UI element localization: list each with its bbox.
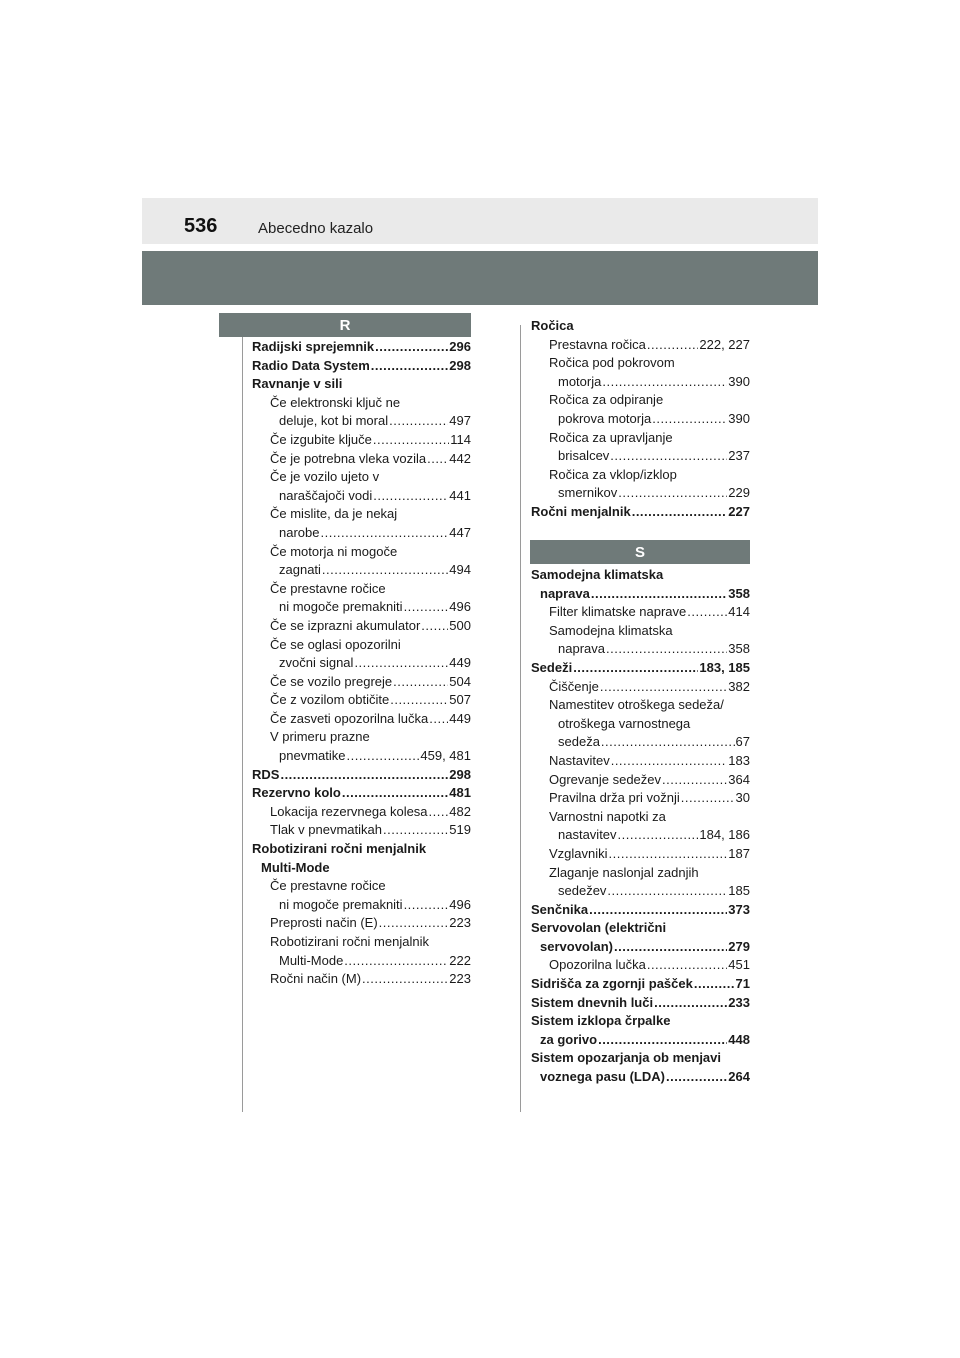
index-entry-page: 223 [449, 915, 471, 931]
index-entry [252, 561, 471, 580]
dot-leader [320, 524, 448, 543]
index-entry-text: Če se oglasi opozorilni [270, 636, 401, 652]
index-entry [531, 585, 750, 604]
page-number: 536 [184, 215, 218, 237]
column-divider-left [242, 325, 243, 1112]
index-entry-page: 382 [728, 678, 750, 694]
dot-leader [379, 914, 449, 933]
dot-leader [390, 691, 448, 710]
index-entry-text: Robotizirani ročni menjalnik [252, 841, 427, 857]
dot-leader [601, 733, 735, 752]
dot-leader [614, 938, 727, 957]
index-entry-text: Če prestavne ročice [270, 878, 386, 894]
index-entry-text: Filter klimatske naprave [549, 604, 687, 620]
index-entry-text: Ročni način (M) [270, 971, 362, 987]
index-entry-text: Če elektronski ključ ne [270, 394, 401, 410]
index-entry-text: zvočni signal [279, 655, 354, 671]
index-entry-page: 185 [728, 883, 750, 899]
index-entry [531, 1012, 750, 1031]
index-entry-text: Samodejna klimatska [549, 622, 673, 638]
dot-leader [427, 450, 448, 469]
index-entry-page: 390 [728, 373, 750, 389]
dot-leader [393, 673, 448, 692]
index-entry [252, 524, 471, 543]
index-entry-page: 298 [449, 766, 471, 782]
index-entry [252, 543, 471, 562]
index-column-left [252, 338, 471, 989]
index-entry-text: sedeža [558, 734, 600, 750]
index-entry-text: Rezervno kolo [252, 785, 341, 801]
dot-leader [602, 373, 727, 392]
dot-leader [373, 487, 448, 506]
index-entry [252, 914, 471, 933]
dot-leader [383, 821, 448, 840]
index-entry-text: Namestitev otroškega sedeža/ [549, 697, 724, 713]
index-entry-page: 448 [728, 1031, 750, 1047]
index-entry [252, 450, 471, 469]
index-entry [252, 728, 471, 747]
index-entry-text: smernikov [558, 485, 618, 501]
index-entry-page: 496 [449, 896, 471, 912]
index-entry-page: 373 [728, 901, 750, 917]
index-entry [252, 412, 471, 431]
dot-leader [589, 901, 727, 920]
index-entry-text: Če se izprazni akumulator [270, 617, 421, 633]
index-entry-page: 279 [728, 938, 750, 954]
index-entry-page: 358 [728, 641, 750, 657]
index-entry-page: 451 [728, 957, 750, 973]
index-entry-page: 67 [735, 734, 750, 750]
index-entry-text: servovolan) [540, 938, 613, 954]
index-entry-text: za gorivo [540, 1031, 598, 1047]
index-entry [531, 808, 750, 827]
index-entry-page: 482 [449, 803, 471, 819]
dot-leader [609, 845, 728, 864]
index-entry [252, 896, 471, 915]
dot-leader [591, 585, 727, 604]
index-entry [252, 803, 471, 822]
index-entry-page: 497 [449, 413, 471, 429]
index-entry-text: Sidrišča za zgornji pašček [531, 976, 693, 992]
index-entry-page: 229 [728, 485, 750, 501]
index-entry [252, 673, 471, 692]
index-entry-page: 481 [449, 785, 471, 801]
index-entry [531, 919, 750, 938]
index-entry-text: Ročni menjalnik [531, 503, 631, 519]
dot-leader [342, 784, 448, 803]
index-entry [252, 505, 471, 524]
index-entry-text: Sistem izklopa črpalke [531, 1013, 671, 1029]
index-entry [531, 354, 750, 373]
index-entry [531, 864, 750, 883]
index-entry-text: Čiščenje [549, 678, 599, 694]
dot-leader [647, 336, 699, 355]
index-entry-page: 114 [450, 431, 471, 447]
index-entry [252, 617, 471, 636]
index-entry-text: Radio Data System [252, 357, 370, 373]
index-entry-text: Prestavna ročica [549, 336, 646, 352]
index-entry-text: naprava [540, 585, 590, 601]
index-entry-text: Ročica pod pokrovom [549, 355, 675, 371]
index-entry [531, 640, 750, 659]
index-entry-page: 500 [449, 617, 471, 633]
index-entry [531, 752, 750, 771]
index-entry [531, 938, 750, 957]
index-entry-page: 264 [728, 1069, 750, 1085]
dot-leader [429, 710, 448, 729]
index-entry-page: 358 [728, 585, 750, 601]
index-entry-text: Tlak v pnevmatikah [270, 822, 382, 838]
index-entry-page: 442 [449, 450, 471, 466]
dot-leader [373, 431, 449, 450]
dot-leader [600, 678, 727, 697]
index-entry-page: 496 [449, 599, 471, 615]
index-entry-text: Če se vozilo pregreje [270, 673, 393, 689]
index-entry-text: Če z vozilom obtičite [270, 692, 390, 708]
index-entry [531, 696, 750, 715]
index-entry-page: 71 [735, 976, 750, 992]
index-entry-text: Nastavitev [549, 752, 610, 768]
index-entry [252, 394, 471, 413]
index-entry-text: Radijski sprejemnik [252, 339, 375, 354]
index-entry [252, 821, 471, 840]
index-entry [252, 636, 471, 655]
index-entry [252, 338, 471, 357]
dot-leader [666, 1068, 727, 1087]
section-header-r: R [219, 313, 471, 337]
index-entry-text: Opozorilna lučka [549, 957, 646, 973]
index-entry-text: Če zasveti opozorilna lučka [270, 710, 429, 726]
index-entry-page: 449 [449, 710, 471, 726]
index-entry [252, 710, 471, 729]
dot-leader [606, 640, 727, 659]
dot-leader [375, 338, 448, 357]
index-entry-text: Če izgubite ključe [270, 431, 372, 447]
index-column-right-s [531, 566, 750, 1087]
index-entry-text: Če mislite, da je nekaj [270, 506, 398, 522]
index-entry-page: 237 [728, 448, 750, 464]
index-entry-page: 449 [449, 655, 471, 671]
header-bar [142, 198, 818, 244]
index-entry-text: Servovolan (električni [531, 920, 667, 936]
dot-leader [681, 789, 735, 808]
index-entry-text: Ročica za upravljanje [549, 429, 673, 445]
index-entry-page: 507 [449, 692, 471, 708]
dot-leader [618, 826, 699, 845]
index-entry-text: pokrova motorja [558, 410, 652, 426]
index-entry-text: Ročica za vklop/izklop [549, 466, 677, 482]
index-entry-page: 298 [449, 357, 471, 373]
index-entry-text: voznega pasu (LDA) [540, 1069, 665, 1085]
dot-leader [598, 1031, 727, 1050]
index-entry [531, 826, 750, 845]
index-entry-page: 494 [449, 562, 471, 578]
dot-leader [322, 561, 448, 580]
index-entry [252, 952, 471, 971]
index-entry [531, 994, 750, 1013]
index-entry-text: motorja [558, 373, 602, 389]
index-entry-page: 222 [449, 952, 471, 968]
index-entry-text: naraščajoči vodi [279, 487, 373, 503]
index-entry [252, 766, 471, 785]
dot-leader [611, 752, 728, 771]
index-entry-text: Pravilna drža pri vožnji [549, 790, 680, 806]
index-entry-text: Zlaganje naslonjal zadnjih [549, 864, 699, 880]
index-entry [252, 654, 471, 673]
dot-leader [371, 357, 449, 376]
dot-leader [632, 503, 728, 522]
page-title: Abecedno kazalo [258, 220, 374, 237]
index-entry [531, 678, 750, 697]
index-entry [531, 566, 750, 585]
index-entry-text: Ročica za odpiranje [549, 392, 664, 408]
index-entry [531, 622, 750, 641]
dot-leader [652, 410, 727, 429]
index-entry [531, 733, 750, 752]
index-entry-page: 183, 185 [699, 659, 750, 675]
index-entry [252, 747, 471, 766]
header-band [142, 251, 818, 305]
dot-leader [654, 994, 727, 1013]
index-entry-page: 390 [728, 410, 750, 426]
index-entry-text: Ravnanje v sili [252, 376, 343, 392]
index-entry [531, 410, 750, 429]
index-entry [531, 789, 750, 808]
index-entry [531, 882, 750, 901]
index-entry-text: ni mogoče premakniti [279, 599, 403, 615]
dot-leader [354, 654, 448, 673]
index-entry-page: 187 [728, 845, 750, 861]
index-entry-text: brisalcev [558, 448, 610, 464]
index-entry-text: Multi-Mode [279, 952, 344, 968]
dot-leader [429, 803, 449, 822]
index-entry [531, 317, 750, 336]
dot-leader [573, 659, 698, 678]
index-entry [531, 659, 750, 678]
index-entry-page: 227 [728, 503, 750, 519]
index-entry [531, 391, 750, 410]
dot-leader [647, 956, 727, 975]
index-entry [252, 375, 471, 394]
index-entry [531, 447, 750, 466]
index-entry [531, 771, 750, 790]
index-entry [531, 429, 750, 448]
index-entry [252, 840, 471, 859]
index-entry-text: Varnostni napotki za [549, 808, 666, 824]
dot-leader [404, 598, 449, 617]
index-entry [252, 859, 471, 878]
index-entry [252, 784, 471, 803]
index-entry-text: otroškega varnostnega [558, 715, 691, 731]
index-entry-text: Če prestavne ročice [270, 580, 386, 596]
index-entry-text: pnevmatike [279, 748, 346, 764]
dot-leader [687, 603, 727, 622]
index-entry-text: nastavitev [558, 827, 617, 843]
dot-leader [694, 975, 735, 994]
index-entry-text: Če je vozilo ujeto v [270, 469, 380, 485]
dot-leader [662, 771, 727, 790]
index-entry-page: 441 [449, 487, 471, 503]
index-entry [531, 603, 750, 622]
index-entry [531, 503, 750, 522]
index-entry-page: 504 [449, 673, 471, 689]
index-entry-page: 296 [449, 339, 471, 354]
index-entry [531, 1049, 750, 1068]
index-entry-text: Samodejna klimatska [531, 567, 664, 582]
index-entry [252, 970, 471, 989]
dot-leader [362, 970, 448, 989]
index-entry [531, 373, 750, 392]
index-entry-text: Preprosti način (E) [270, 915, 378, 931]
index-entry-text: sedežev [558, 883, 607, 899]
index-entry [252, 468, 471, 487]
index-entry [252, 357, 471, 376]
index-entry-text: naprava [558, 641, 605, 657]
index-entry-page: 184, 186 [699, 827, 750, 843]
index-entry-text: Vzglavniki [549, 845, 608, 861]
index-entry-text: Multi-Mode [261, 859, 330, 875]
index-entry-page: 223 [449, 971, 471, 987]
index-entry-page: 364 [728, 771, 750, 787]
index-entry-text: RDS [252, 766, 280, 782]
index-entry-page: 222, 227 [699, 336, 750, 352]
index-entry-text: Sedeži [531, 659, 573, 675]
index-entry [531, 901, 750, 920]
index-entry-text: Sistem dnevnih luči [531, 994, 654, 1010]
dot-leader [404, 896, 449, 915]
index-entry-text: Lokacija rezervnega kolesa [270, 803, 428, 819]
index-entry [531, 975, 750, 994]
index-entry-text: narobe [279, 524, 320, 540]
dot-leader [607, 882, 727, 901]
dot-leader [389, 412, 448, 431]
index-entry-page: 233 [728, 994, 750, 1010]
index-entry [531, 484, 750, 503]
index-entry-page: 519 [449, 822, 471, 838]
index-entry-text: V primeru prazne [270, 729, 370, 745]
index-entry [531, 845, 750, 864]
index-entry-text: Če motorja ni mogoče [270, 543, 398, 559]
index-entry [252, 487, 471, 506]
index-entry [252, 933, 471, 952]
index-column-right-r [531, 317, 750, 522]
dot-leader [346, 747, 419, 766]
index-entry [531, 956, 750, 975]
index-entry-text: Robotizirani ročni menjalnik [270, 934, 429, 949]
dot-leader [618, 484, 727, 503]
index-entry [531, 1031, 750, 1050]
index-entry-page: 30 [735, 790, 750, 806]
index-entry-page: 414 [728, 604, 750, 620]
index-entry [252, 580, 471, 599]
index-entry-text: Če je potrebna vleka vozila [270, 450, 427, 466]
index-entry [252, 598, 471, 617]
section-header-s: S [530, 540, 750, 564]
index-entry-page: 459, 481 [420, 748, 471, 764]
dot-leader [610, 447, 727, 466]
index-entry [531, 466, 750, 485]
index-entry-page: 447 [449, 524, 471, 540]
column-divider-middle [520, 325, 521, 1112]
index-entry [531, 336, 750, 355]
index-entry-text: Senčnika [531, 901, 589, 917]
index-entry [531, 1068, 750, 1087]
index-entry [252, 877, 471, 896]
index-entry-text: Sistem opozarjanja ob menjavi [531, 1050, 721, 1066]
index-entry [252, 691, 471, 710]
index-entry-page: 183 [728, 752, 750, 768]
index-entry-text: deluje, kot bi moral [279, 413, 389, 429]
dot-leader [344, 952, 448, 971]
index-entry-text: zagnati [279, 562, 321, 578]
index-entry [531, 715, 750, 734]
dot-leader [421, 617, 448, 636]
index-entry-text: ni mogoče premakniti [279, 896, 403, 912]
index-entry [252, 431, 471, 450]
index-entry-text: Ročica [531, 318, 574, 333]
index-entry-text: Ogrevanje sedežev [549, 771, 662, 787]
dot-leader [280, 766, 448, 785]
